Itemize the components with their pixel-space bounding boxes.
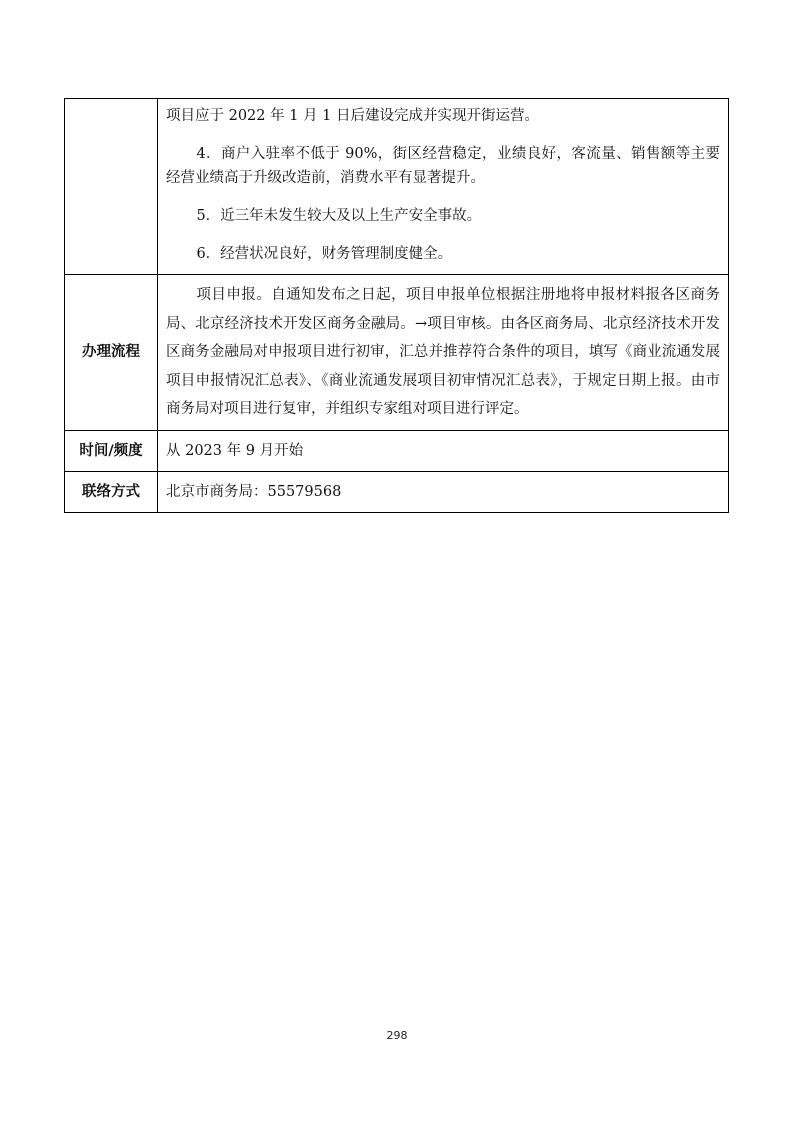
conditions-label-cell xyxy=(65,99,158,275)
table-row-contact xyxy=(65,471,729,512)
contact-label: 联络方式 xyxy=(65,471,158,512)
condition-paragraph: 4．商户入驻率不低于 90%，街区经营稳定，业绩良好，客流量、销售额等主要经营业绩高于升级改造前，消费水平有显著提升。 xyxy=(166,146,720,186)
table-row-conditions xyxy=(65,99,729,275)
contact-value: 北京市商务局：55579568 xyxy=(158,471,729,512)
process-label: 办理流程 xyxy=(65,275,158,431)
time-value: 从 2023 年 9 月开始 xyxy=(158,430,729,471)
condition-paragraph: 6．经营状况良好，财务管理制度健全。 xyxy=(196,246,453,262)
table-row-process xyxy=(65,275,729,431)
conditions-content-cell xyxy=(158,99,729,275)
condition-paragraph: 5．近三年未发生较大及以上生产安全事故。 xyxy=(196,208,482,224)
process-text: 项目申报。自通知发布之日起，项目申报单位根据注册地将申报材料报各区商务局、北京经济技术开发区商务金融局。→项目审核。由各区商务局、北京经济技术开发区商务金融局对申报项目进行初审，汇总并推荐符合条件的项目，填写《商业流通发展项目申报情况汇总表》、《商业流通发展项目初审情况汇总表》，于规定日期上报。由市商务局对项目进行复审，并组织专家组对项目进行评定。 xyxy=(166,287,720,417)
time-label: 时间/频度 xyxy=(65,430,158,471)
process-content-cell xyxy=(158,275,729,431)
condition-paragraph: 项目应于 2022 年 1 月 1 日后建设完成并实现开街运营。 xyxy=(166,108,540,124)
policy-info-table xyxy=(64,98,729,513)
table-row-time xyxy=(65,430,729,471)
page-number: 298 xyxy=(386,1029,408,1042)
